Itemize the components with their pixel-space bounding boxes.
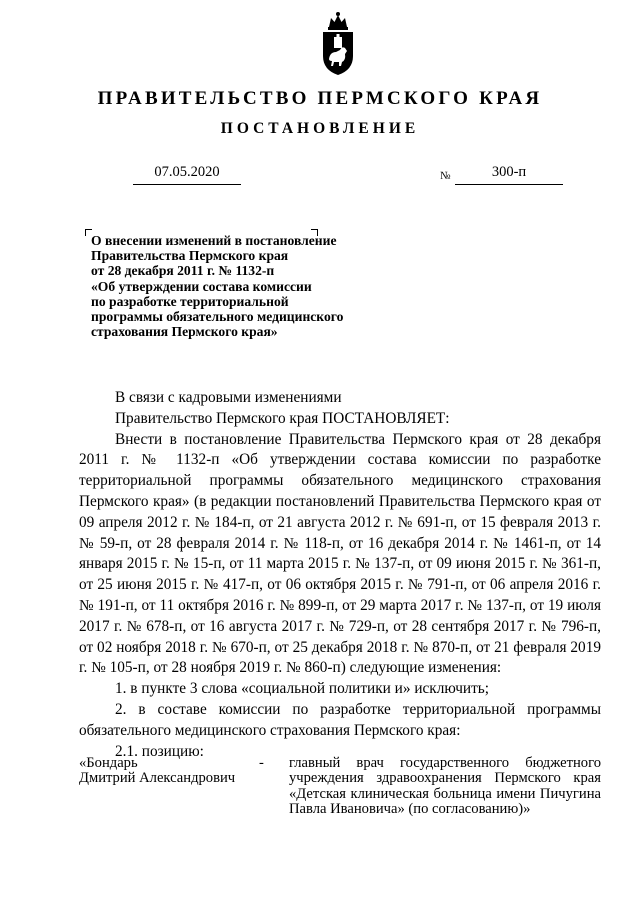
document-date: 07.05.2020 (133, 164, 241, 185)
subject-line: О внесении изменений в постановление (91, 233, 337, 248)
subject-line: страхования Пермского края» (91, 324, 278, 340)
body-paragraph-amendment: Внести в постановление Правительства Пермского края от 28 декабря 2011 г. № 1132-п «Об утверждении состава комиссии по разработке территориальной программы обязательного медицинского страхования Пермского края» (в редакции постановлений Правительства Пермского края от 09 апреля 2012 г. № 184-п, от 21 августа 2012 г. № 691-п, от 15 февраля 2013 г. № 59-п, от 28 февраля 2014 г. № 118-п, от 16 декабря 2014 г. № 1461-п, от 14 января 2015 г. № 15-п, от 11 марта 2015 г. № 137-п, от 09 июня 2015 г. № 361-п, от 25 июня 2015 г. № 417-п, от 06 октября 2015 г. № 791-п, от 06 апреля 2016 г. № 191-п, от 11 октября 2016 г. № 899-п, от 29 марта 2017 г. № 137-п, от 19 июля 2017 г. № 678-п, от 16 августа 2017 г. № 729-п, от 28 сентября 2017 г. № 796-п, от 02 ноября 2018 г. № 670-п, от 25 декабря 2018 г. № 870-п, от 21 февраля 2019 г. № 105-п, от 28 ноября 2019 г. № 860-п) следующие изменения: (79, 430, 601, 677)
position-name-line: «Бондарь (79, 755, 138, 771)
position-name-line: Дмитрий Александрович (79, 770, 236, 787)
body-item-1: 1. в пункте 3 слова «социальной политики и» исключить; (115, 680, 490, 698)
document-number: 300-п (455, 164, 563, 185)
body-paragraph-resolve: Правительство Пермского края ПОСТАНОВЛЯЕТ: (115, 409, 450, 427)
document-subject (91, 233, 391, 339)
subject-line: Правительства Пермского края (91, 248, 289, 264)
body-item-2-1: 2.1. позицию: (115, 742, 204, 760)
subject-line: «Об утверждении состава комиссии (91, 278, 312, 294)
position-dash: - (259, 755, 264, 771)
body-paragraph-reason: В связи с кадровыми изменениями (115, 389, 342, 406)
document-body (79, 388, 601, 762)
body-item-2: 2. в составе комиссии по разработке территориальной программы обязательного медицинского страхования Пермского края: (79, 700, 601, 739)
government-title: ПРАВИТЕЛЬСТВО ПЕРМСКОГО КРАЯ (97, 88, 543, 109)
position-person-name (79, 756, 259, 787)
document-type: ПОСТАНОВЛЕНИЕ (220, 120, 420, 137)
subject-line: по разработке территориальной (91, 293, 289, 309)
number-sign: № (440, 170, 451, 182)
subject-line: программы обязательного медицинского (91, 309, 344, 325)
subject-line: от 28 декабря 2011 г. № 1132-п (91, 263, 275, 279)
position-description: главный врач государственного бюджетного учреждения здравоохранения Пермского края «Детская клиническая больница имени Пичугина Павла Ивановича» (по согласованию)» (289, 755, 601, 817)
perm-krai-coat-of-arms-icon (320, 10, 356, 76)
